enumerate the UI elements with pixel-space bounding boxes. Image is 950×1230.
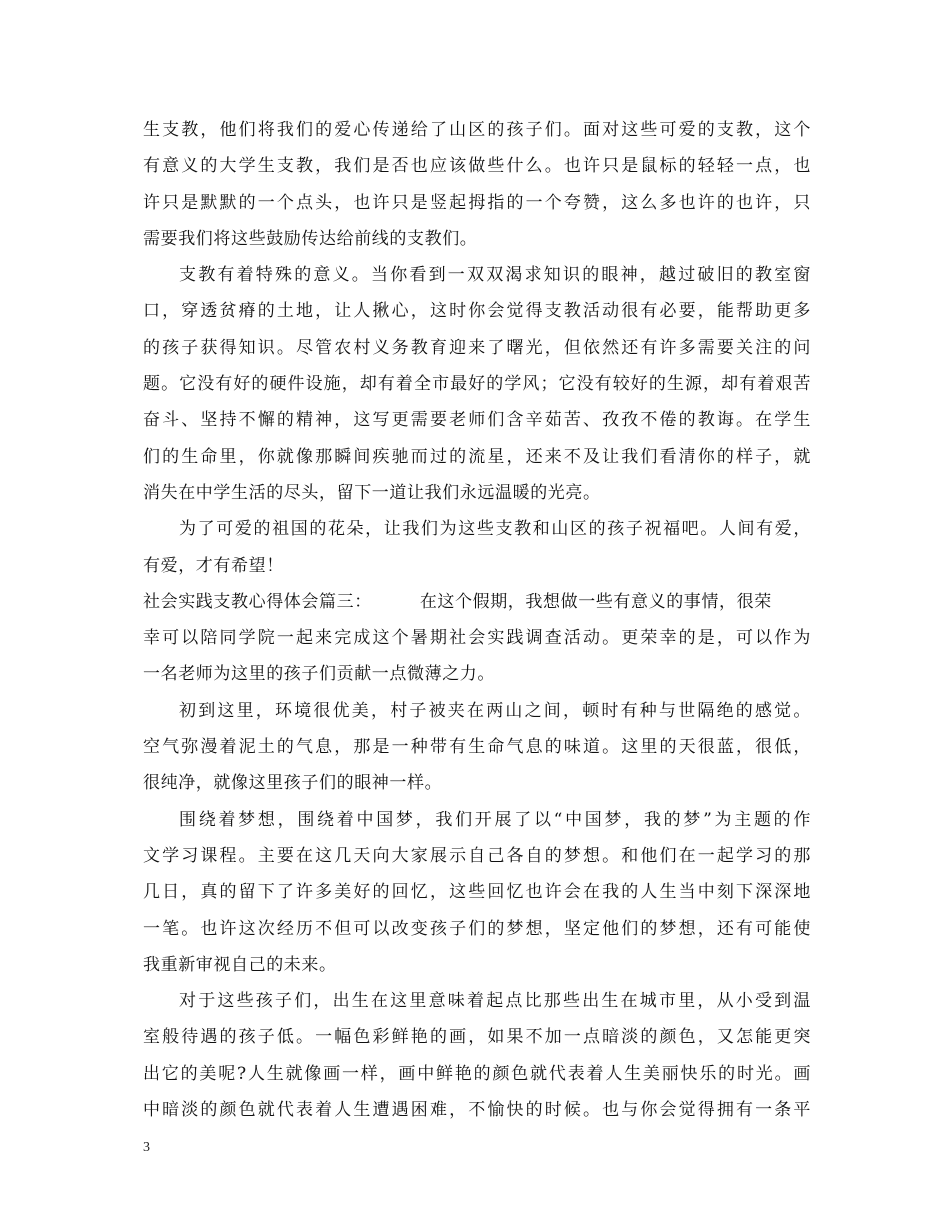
text-line: 支教有着特殊的意义。当你看到一双双渴求知识的眼神，越过破旧的教室窗 — [179, 265, 811, 286]
text-line: 围绕着梦想，围绕着中国梦，我们开展了以“中国梦，我的梦”为主题的作 — [179, 809, 811, 830]
text-line: 出它的美呢?人生就像画一样，画中鲜艳的颜色就代表着人生美丽快乐的时光。画 — [143, 1063, 811, 1084]
paragraph — [143, 802, 811, 983]
paragraph — [143, 584, 811, 693]
text-line: 需要我们将这些鼓励传达给前线的支教们。 — [143, 228, 478, 249]
paragraph — [143, 983, 811, 1128]
line-text: 在这个假期，我想做一些有意义的事情，很荣 — [419, 591, 772, 612]
text-line: 文学习课程。主要在这几天向大家展示自己各自的梦想。和他们在一起学习的那 — [143, 845, 811, 866]
section-heading: 社会实践支教心得体会篇三： — [143, 591, 372, 612]
text-line: 有意义的大学生支教，我们是否也应该做些什么。也许只是鼠标的轻轻一点，也 — [143, 156, 811, 177]
text-line: 我重新审视自己的未来。 — [143, 954, 337, 975]
text-line: 幸可以陪同学院一起来完成这个暑期社会实践调查活动。更荣幸的是，可以作为 — [143, 628, 811, 649]
paragraph — [143, 693, 811, 802]
text-line: 有爱，才有希望！ — [143, 555, 284, 576]
text-line: 很纯净，就像这里孩子们的眼神一样。 — [143, 773, 443, 794]
text-line: 题。它没有好的硬件设施，却有着全市最好的学风；它没有较好的生源，却有着艰苦 — [143, 374, 811, 395]
text-line: 一名老师为这里的孩子们贡献一点微薄之力。 — [143, 664, 495, 685]
text-line: 生支教，他们将我们的爱心传递给了山区的孩子们。面对这些可爱的支教，这个 — [143, 120, 811, 140]
text-line: 几日，真的留下了许多美好的回忆，这些回忆也许会在我的人生当中刻下深深地 — [143, 882, 811, 903]
text-line: 初到这里，环境很优美，村子被夹在两山之间，顿时有种与世隔绝的感觉。 — [179, 700, 811, 721]
text-line: 奋斗、坚持不懈的精神，这写更需要老师们含辛茹苦、孜孜不倦的教诲。在学生 — [143, 410, 811, 431]
text-line: 消失在中学生活的尽头，留下一道让我们永远温暖的光亮。 — [143, 482, 601, 503]
text-line: 中暗淡的颜色就代表着人生遭遇困难，不愉快的时候。也与你会觉得拥有一条平 — [143, 1100, 811, 1121]
text-line: 对于这些孩子们，出生在这里意味着起点比那些出生在城市里，从小受到温 — [179, 991, 811, 1012]
text-line: 口，穿透贫瘠的土地，让人揪心，这时你会觉得支教活动很有必要，能帮助更多 — [143, 301, 811, 322]
text-line: 的孩子获得知识。尽管农村义务教育迎来了曙光，但依然还有许多需要关注的问 — [143, 337, 811, 358]
text-line: 空气弥漫着泥土的气息，那是一种带有生命气息的味道。这里的天很蓝，很低， — [143, 737, 811, 758]
text-line: 室般待遇的孩子低。一幅色彩鲜艳的画，如果不加一点暗淡的颜色，又怎能更突 — [143, 1027, 811, 1048]
document-body — [143, 112, 811, 1128]
page-number: 3 — [143, 1140, 150, 1155]
text-line: 许只是默默的一个点头，也许只是竖起拇指的一个夸赞，这么多也许的也许，只 — [143, 192, 811, 213]
text-line: 们的生命里，你就像那瞬间疾驰而过的流星，还来不及让我们看清你的样子，就 — [143, 446, 811, 467]
paragraph — [143, 511, 811, 584]
text-line: 为了可爱的祖国的花朵，让我们为这些支教和山区的孩子祝福吧。人间有爱， — [179, 519, 811, 540]
text-line — [143, 584, 811, 620]
paragraph — [143, 257, 811, 511]
paragraph — [143, 112, 811, 257]
text-line: 一笔。也许这次经历不但可以改变孩子们的梦想，坚定他们的梦想，还有可能使 — [143, 918, 811, 939]
